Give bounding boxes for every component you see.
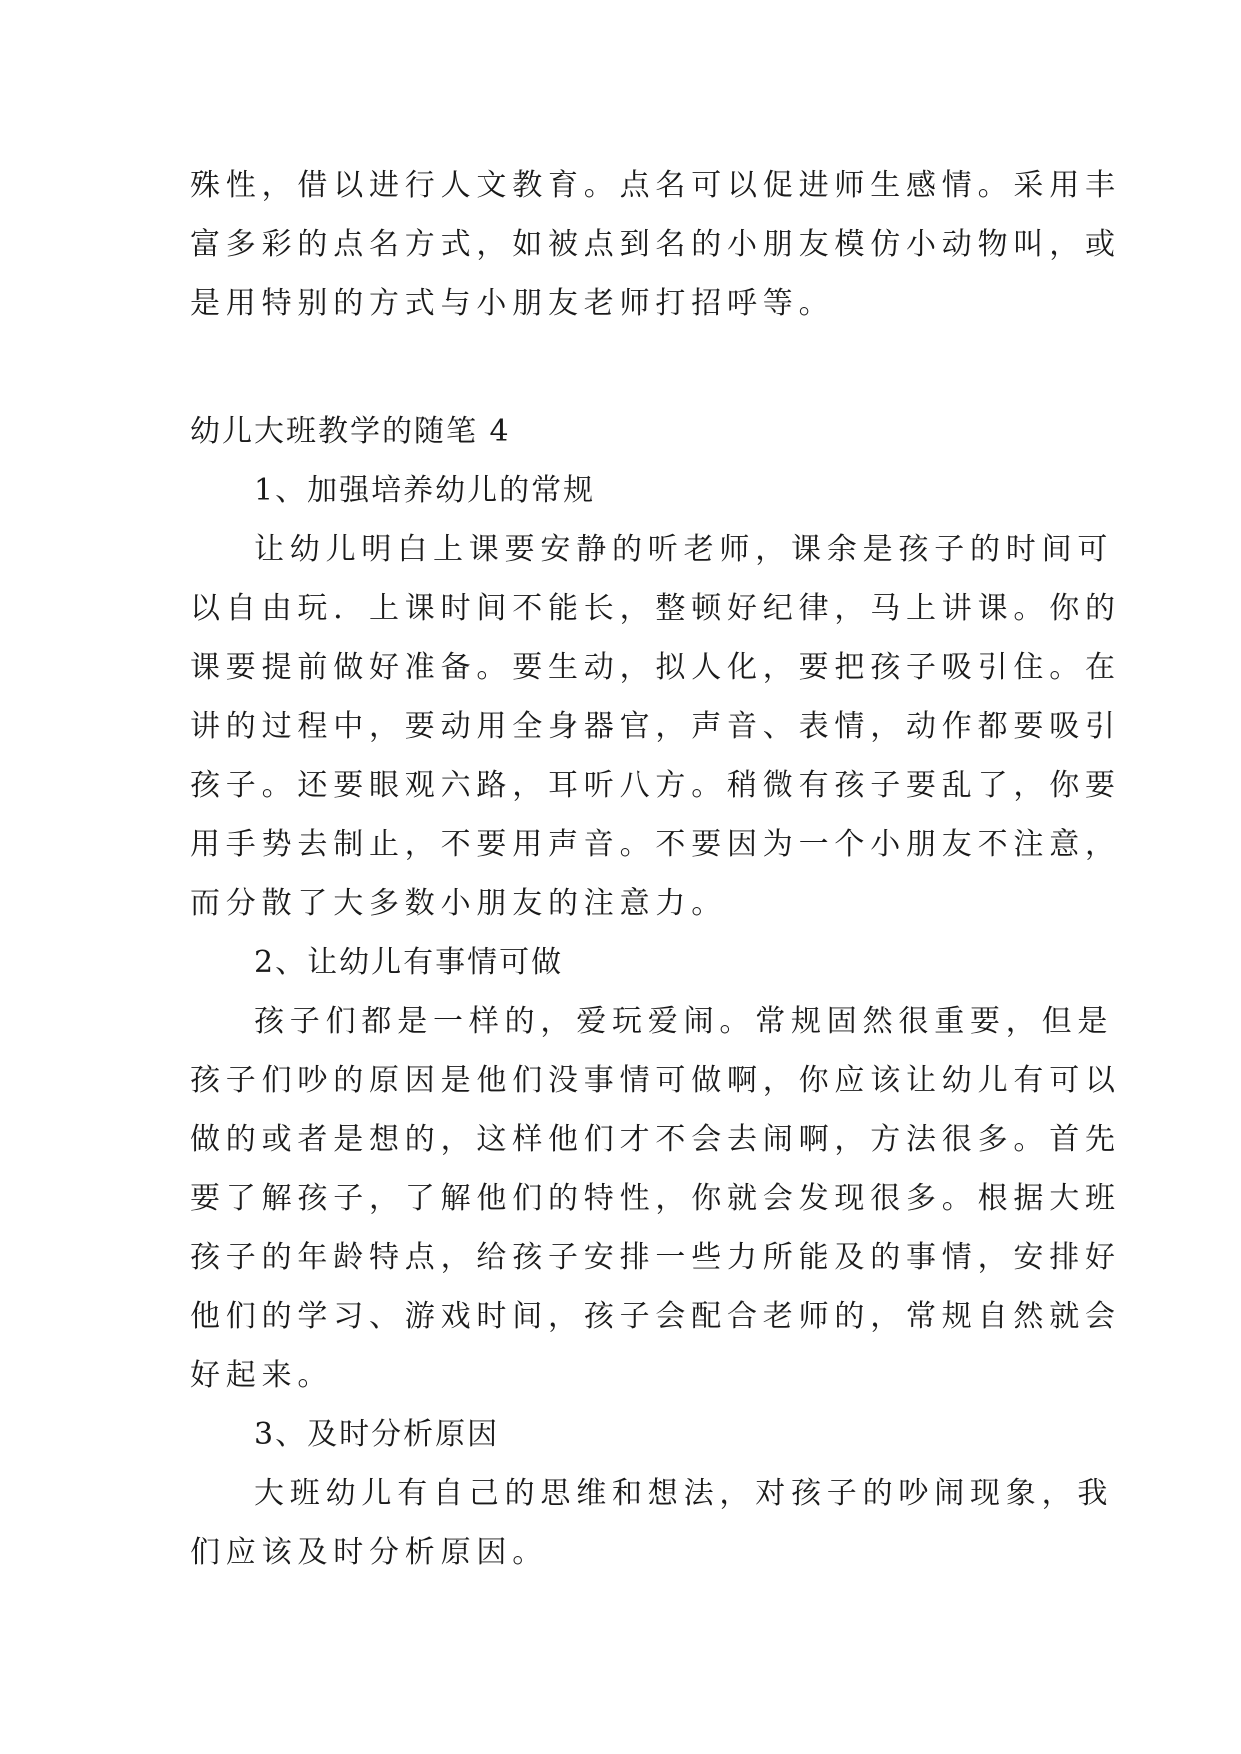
text-line: 孩子的年龄特点，给孩子安排一些力所能及的事情，安排好: [190, 1240, 1121, 1275]
intro-paragraph: [190, 156, 1121, 333]
text-line: 做的或者是想的，这样他们才不会去闹啊，方法很多。首先: [190, 1122, 1121, 1157]
text-line: 殊性，借以进行人文教育。点名可以促进师生感情。采用丰: [190, 168, 1121, 203]
text-line: 课要提前做好准备。要生动，拟人化，要把孩子吸引住。在: [190, 650, 1121, 685]
text-line: 要了解孩子，了解他们的特性，你就会发现很多。根据大班: [190, 1181, 1121, 1216]
section-title: 幼儿大班教学的随笔 4: [190, 414, 511, 449]
point-heading: 3、及时分析原因: [254, 1417, 500, 1452]
text-line: 用手势去制止，不要用声音。不要因为一个小朋友不注意，: [190, 827, 1121, 862]
text-line: 而分散了大多数小朋友的注意力。: [190, 886, 727, 921]
text-line: 孩子们吵的原因是他们没事情可做啊，你应该让幼儿有可以: [190, 1063, 1121, 1098]
text-line: 讲的过程中，要动用全身器官，声音、表情，动作都要吸引: [190, 709, 1121, 744]
text-line: 让幼儿明白上课要安静的听老师，课余是孩子的时间可: [254, 532, 1114, 567]
text-line: 以自由玩．上课时间不能长，整顿好纪律，马上讲课。你的: [190, 591, 1121, 626]
text-line: 大班幼儿有自己的思维和想法，对孩子的吵闹现象，我: [254, 1476, 1114, 1511]
point-2: [190, 933, 1121, 1405]
paragraph-spacer: [190, 333, 1050, 402]
text-line: 他们的学习、游戏时间，孩子会配合老师的，常规自然就会: [190, 1299, 1121, 1334]
text-line: 富多彩的点名方式，如被点到名的小朋友模仿小动物叫，或: [190, 227, 1121, 262]
point-heading: 1、加强培养幼儿的常规: [254, 473, 596, 508]
text-line: 们应该及时分析原因。: [190, 1535, 548, 1570]
text-line: 是用特别的方式与小朋友老师打招呼等。: [190, 286, 835, 321]
text-line: 孩子们都是一样的，爱玩爱闹。常规固然很重要，但是: [254, 1004, 1114, 1039]
text-line: 孩子。还要眼观六路，耳听八方。稍微有孩子要乱了，你要: [190, 768, 1121, 803]
text-line: 好起来。: [190, 1358, 334, 1393]
point-1: [190, 461, 1121, 933]
point-heading: 2、让幼儿有事情可做: [254, 945, 564, 980]
document-body: [190, 156, 1121, 1582]
point-3: [190, 1405, 1114, 1582]
